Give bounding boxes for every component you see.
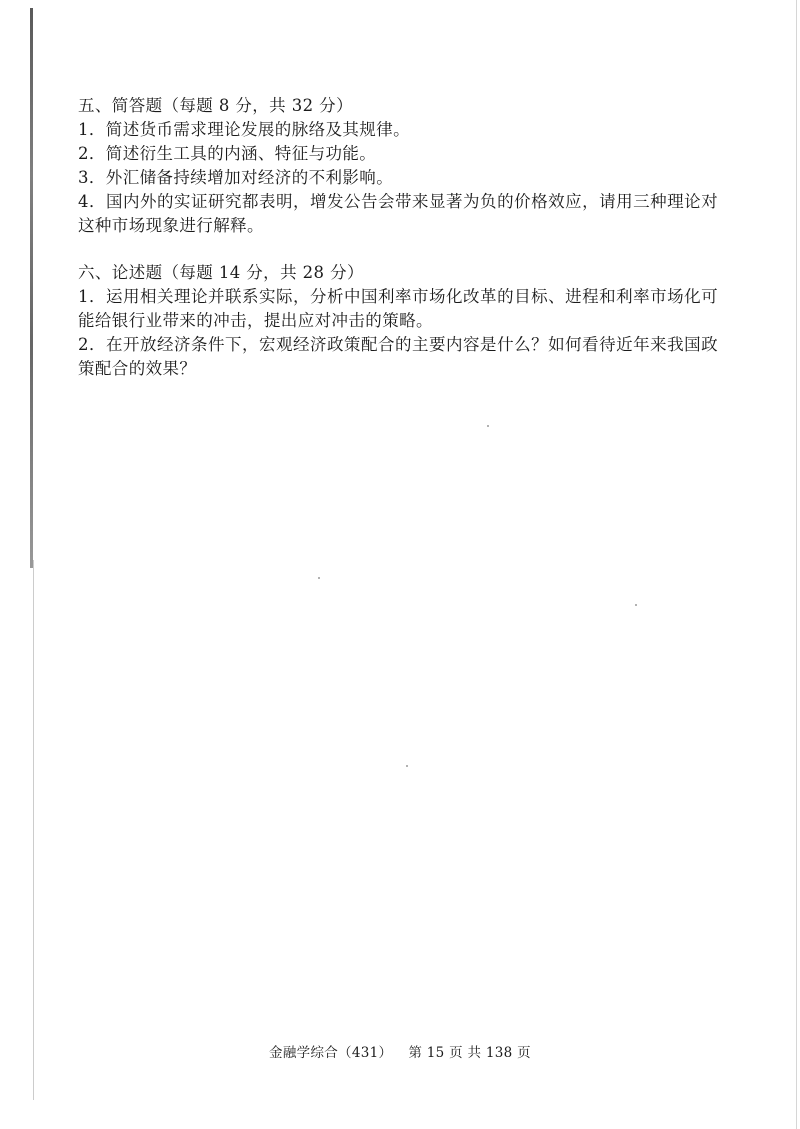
footer-page-number: 第 15 页 共 138 页 <box>408 1045 531 1061</box>
short-answer-section <box>78 94 718 238</box>
scan-speck <box>406 765 408 767</box>
scan-speck <box>487 425 489 427</box>
scan-speck <box>635 604 637 606</box>
page-footer <box>0 1041 800 1061</box>
scan-speck <box>318 577 320 579</box>
scan-edge-right <box>796 0 797 1129</box>
question-item: 3．外汇储备持续增加对经济的不利影响。 <box>78 168 394 187</box>
section-heading-short-answer: 五、简答题（每题 8 分，共 32 分） <box>78 96 353 115</box>
question-item: 4．国内外的实证研究都表明，增发公告会带来显著为负的价格效应，请用三种理论对这种市场现象进行解释。 <box>78 192 718 235</box>
exam-page-content <box>78 94 718 404</box>
question-item: 1．运用相关理论并联系实际，分析中国利率市场化改革的目标、进程和利率市场化可能给银行业带来的冲击，提出应对冲击的策略。 <box>78 287 718 330</box>
scan-edge-left-lower <box>33 560 34 1100</box>
scan-edge-left <box>30 8 33 568</box>
essay-section <box>78 261 718 381</box>
question-item: 1．简述货币需求理论发展的脉络及其规律。 <box>78 120 410 139</box>
question-item: 2．简述衍生工具的内涵、特征与功能。 <box>78 144 377 163</box>
question-item: 2．在开放经济条件下，宏观经济政策配合的主要内容是什么？如何看待近年来我国政策配合的效果？ <box>78 335 718 378</box>
footer-course-title: 金融学综合（431） <box>269 1045 393 1061</box>
section-heading-essay: 六、论述题（每题 14 分，共 28 分） <box>78 263 364 282</box>
